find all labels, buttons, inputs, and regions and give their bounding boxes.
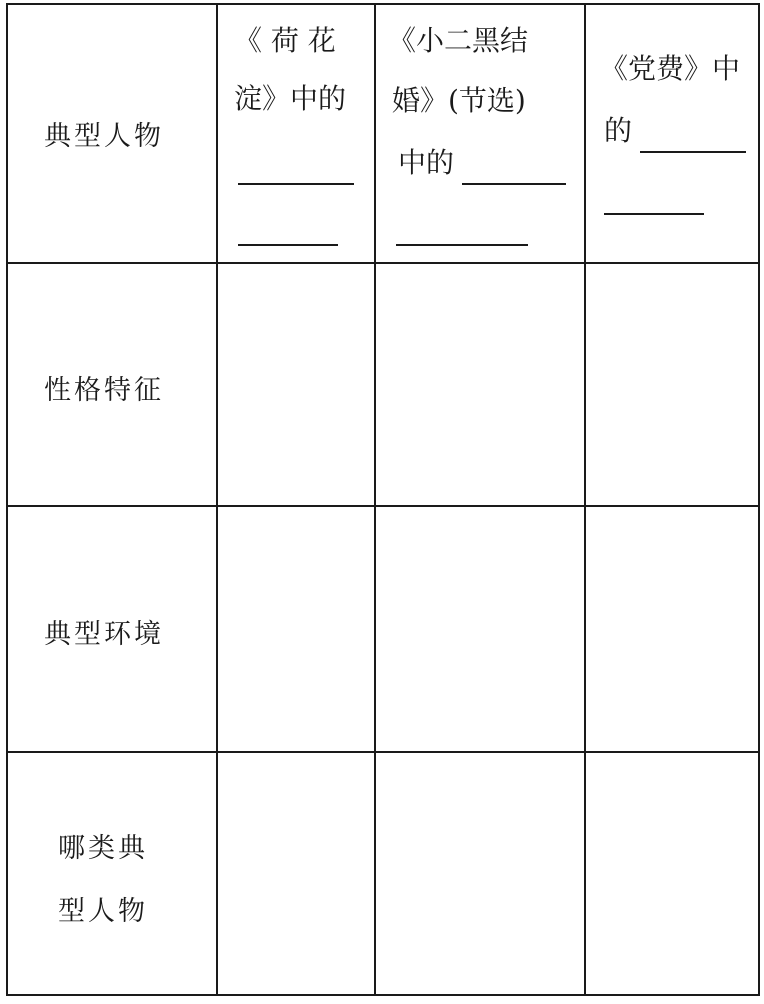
header-col3-line2: 的 <box>604 114 633 147</box>
answer-cell[interactable] <box>218 264 374 505</box>
answer-cell[interactable] <box>376 753 584 994</box>
answer-cell[interactable] <box>376 507 584 751</box>
header-col2-line1: 《小二黑结 <box>388 24 529 57</box>
row-label-typical-character: 典型人物 <box>44 121 164 152</box>
header-col1-line2: 淀》中的 <box>234 82 347 115</box>
row-label-character-type-line1: 哪类典 <box>58 833 148 864</box>
fill-blank-col3-b[interactable] <box>604 213 704 215</box>
answer-cell[interactable] <box>218 507 374 751</box>
answer-cell[interactable] <box>586 264 758 505</box>
answer-cell[interactable] <box>586 753 758 994</box>
header-col3-line1: 《党费》中 <box>600 52 741 85</box>
fill-blank-col2-a[interactable] <box>462 183 566 185</box>
fill-blank-col2-b[interactable] <box>396 244 528 246</box>
row-label-personality-traits: 性格特征 <box>44 375 164 406</box>
row-label-character-type-line2: 型人物 <box>58 896 148 927</box>
header-col2-line3: 中的 <box>398 146 455 179</box>
fill-blank-col1-b[interactable] <box>238 244 338 246</box>
row-label-typical-environment: 典型环境 <box>44 619 164 650</box>
header-col1-line1: 《 荷 花 <box>234 24 336 57</box>
header-col2-line2: 婚》(节选) <box>392 84 526 117</box>
fill-blank-col1-a[interactable] <box>238 183 354 185</box>
answer-cell[interactable] <box>218 753 374 994</box>
fill-blank-col3-a[interactable] <box>640 151 746 153</box>
answer-cell[interactable] <box>376 264 584 505</box>
answer-cell[interactable] <box>586 507 758 751</box>
